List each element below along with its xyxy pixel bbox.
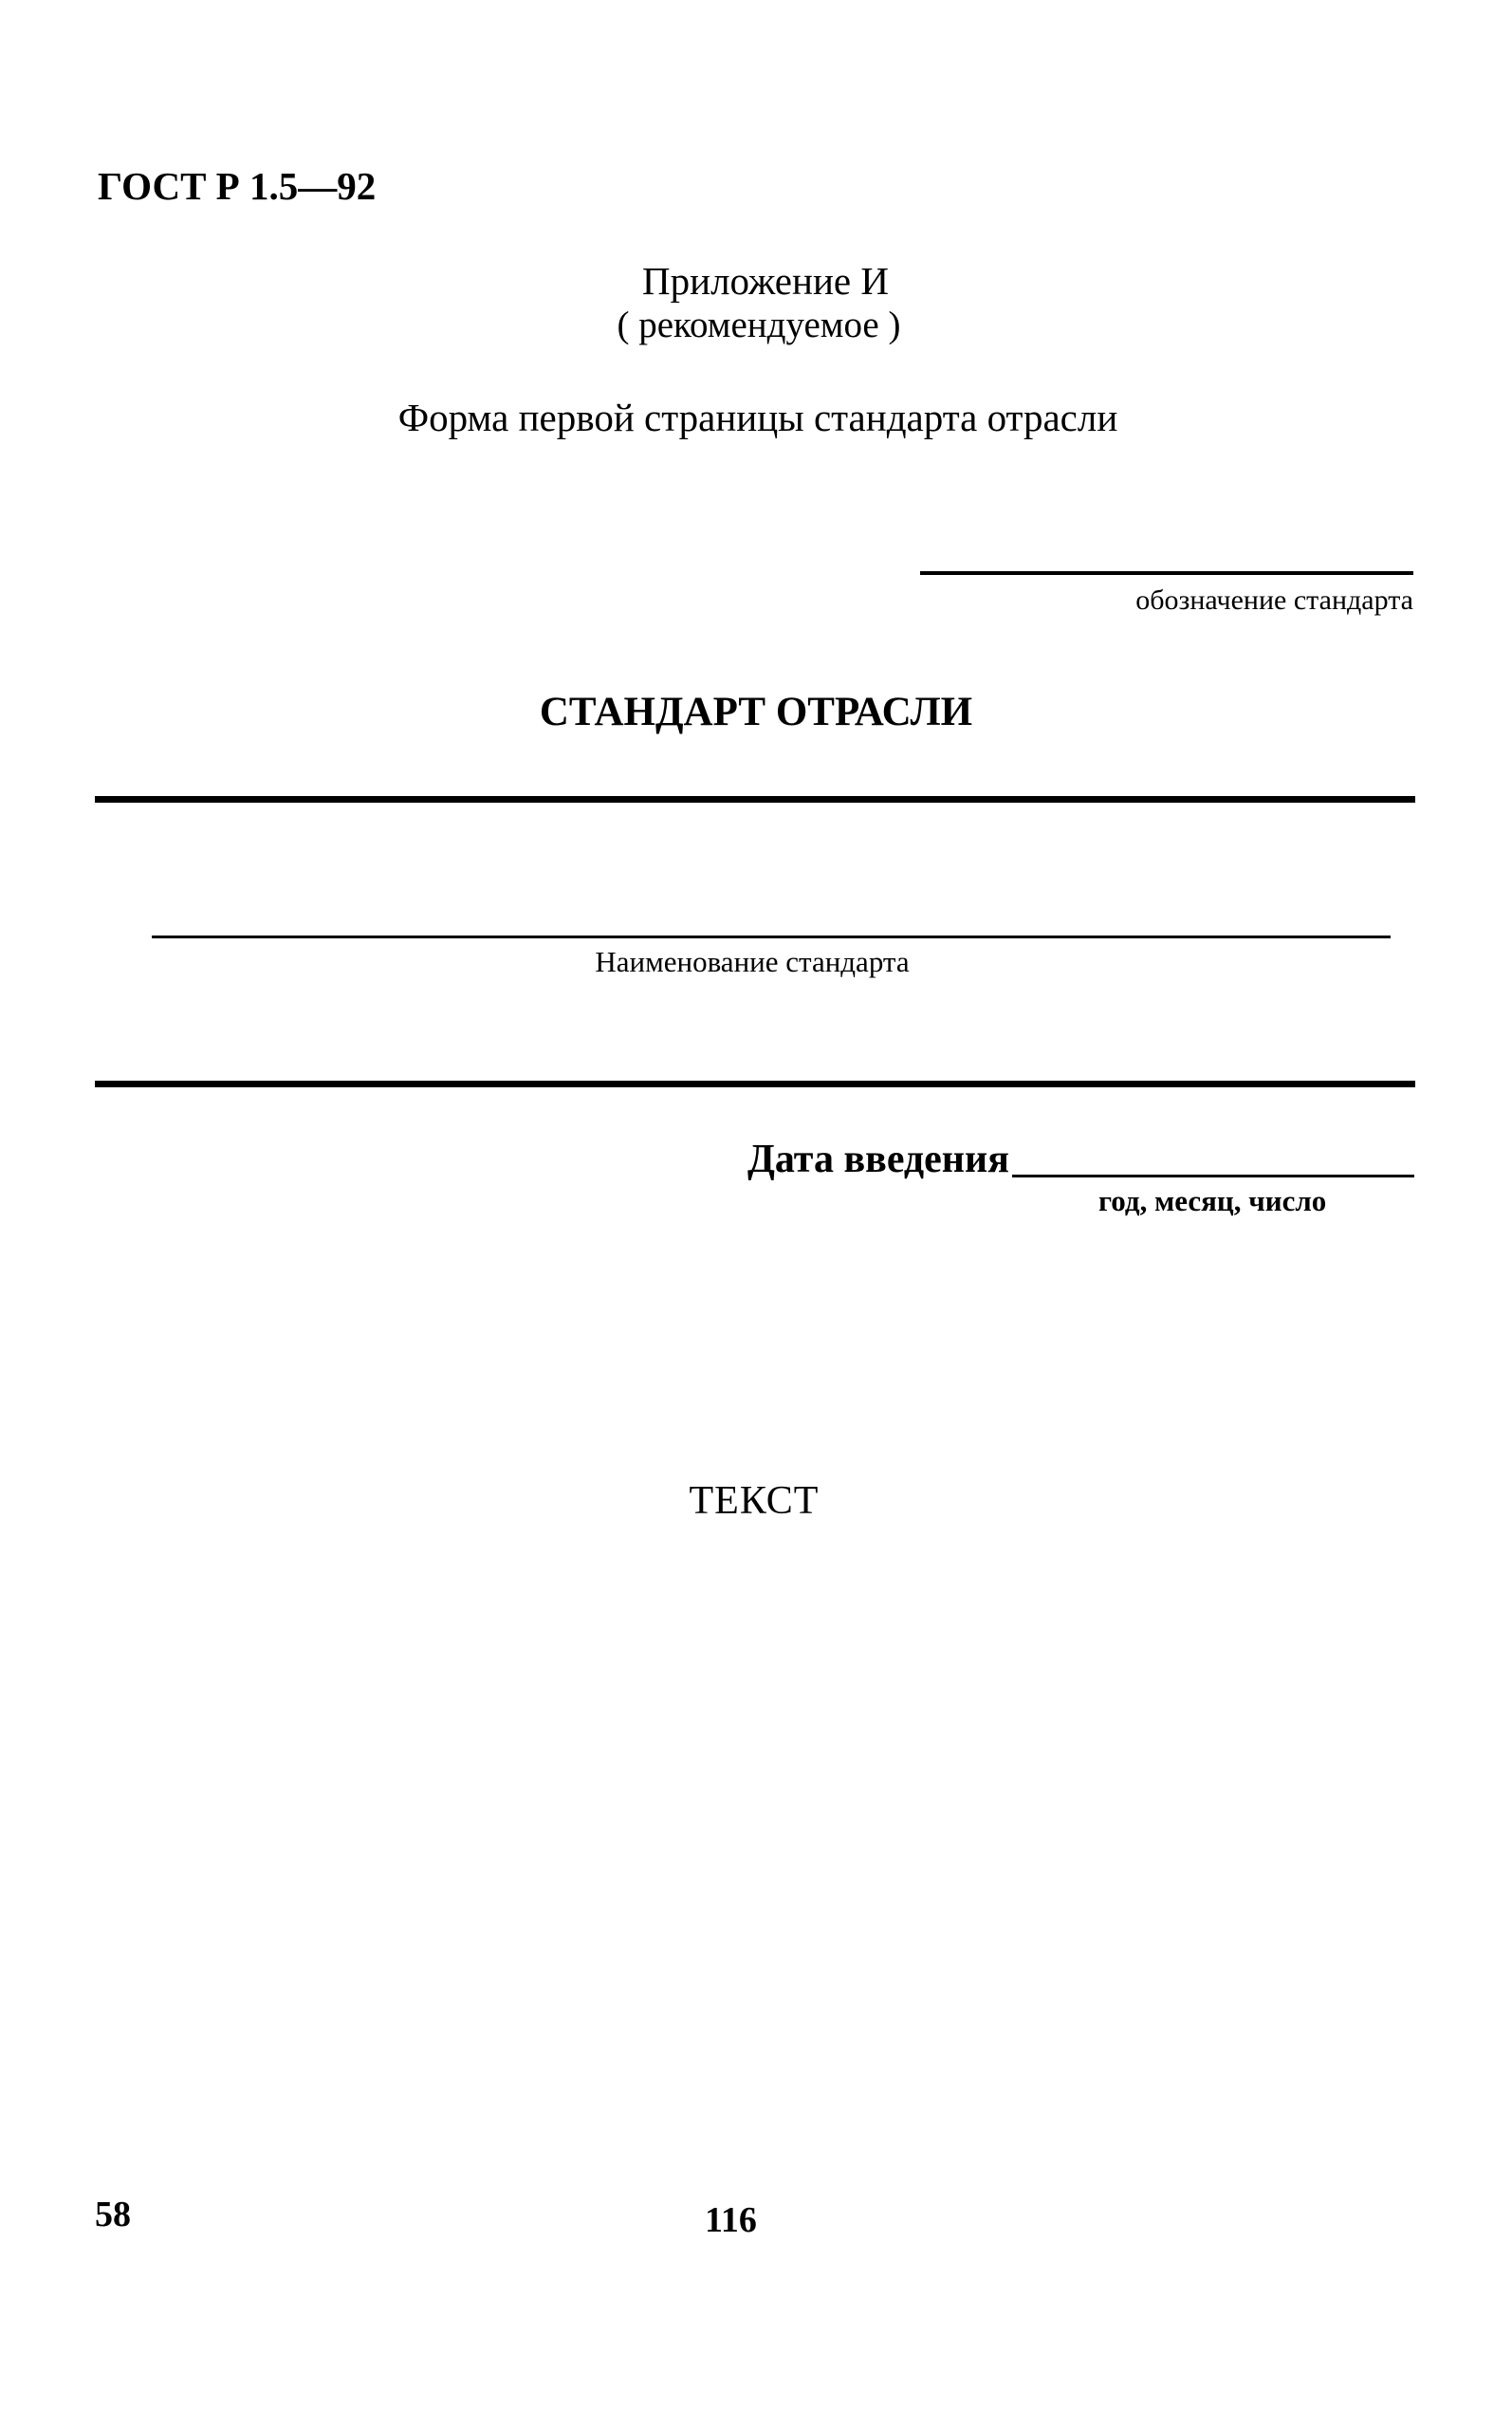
intro-date-caption: год, месяц, число (1098, 1184, 1327, 1217)
intro-date-line (1012, 1175, 1414, 1177)
bottom-rule (95, 1081, 1415, 1087)
standard-name-line (152, 936, 1391, 938)
designation-line (920, 571, 1413, 575)
standard-heading: СТАНДАРТ ОТРАСЛИ (539, 690, 973, 734)
page-number-left: 58 (95, 2195, 131, 2234)
appendix-type: ( рекомендуемое ) (617, 305, 901, 345)
standard-name-caption: Наименование стандарта (595, 945, 910, 978)
form-title: Форма первой страницы стандарта отрасли (397, 396, 1118, 439)
page-number-center: 116 (705, 2200, 757, 2240)
intro-date-label: Дата введения (747, 1138, 1009, 1181)
text-placeholder: ТЕКСТ (689, 1479, 820, 1523)
designation-caption: обозначение стандарта (1135, 584, 1413, 616)
top-rule (95, 796, 1415, 803)
document-code: ГОСТ Р 1.5—92 (98, 164, 377, 208)
appendix-title: Приложение И (642, 259, 889, 303)
